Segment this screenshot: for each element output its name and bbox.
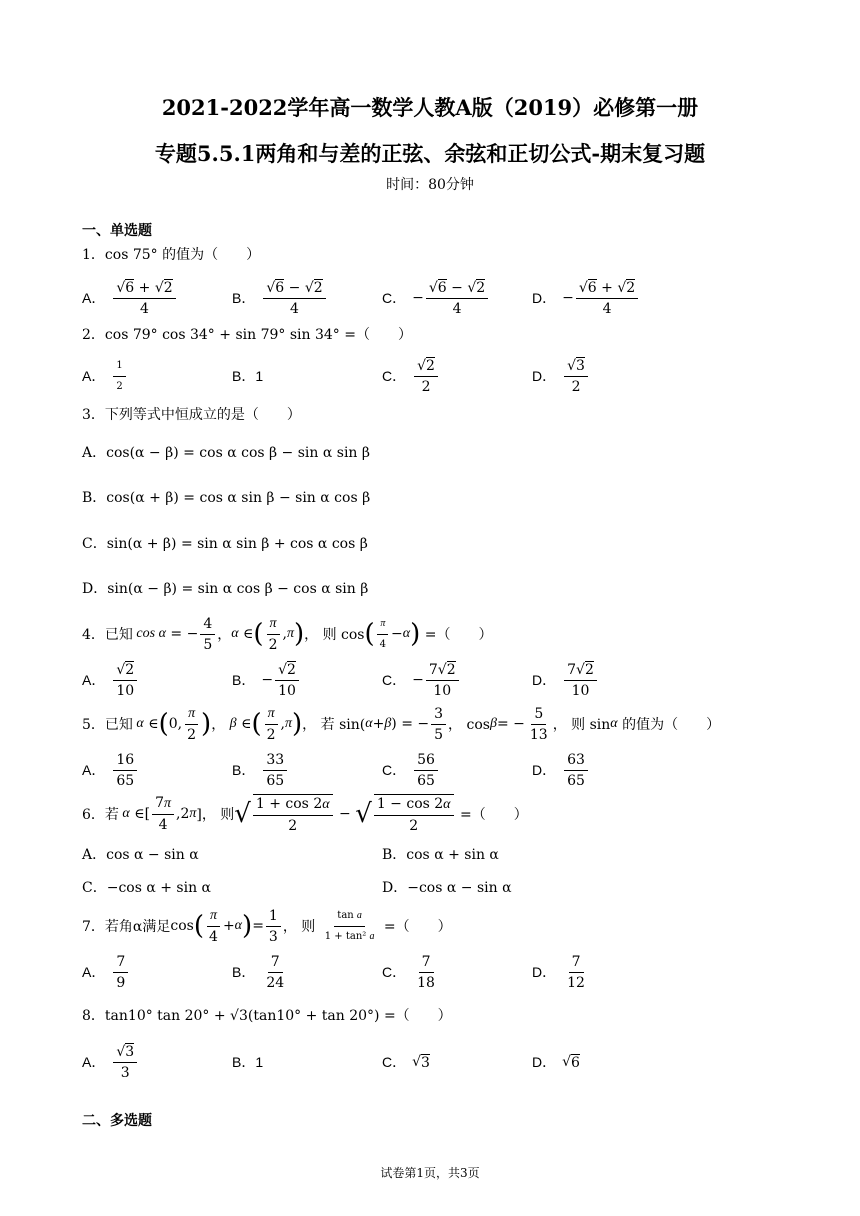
option-b[interactable]: B．cos α + sin α bbox=[382, 847, 499, 863]
document-title: 2021-2022学年高一数学人教A版（2019）必修第一册 bbox=[161, 95, 699, 120]
option-a[interactable]: A． 1 2 bbox=[82, 354, 128, 398]
section-multiple-choice: 二、多选题 bbox=[82, 1113, 152, 1129]
option-c[interactable]: C． 56 65 bbox=[382, 748, 440, 792]
option-c[interactable]: C．−cos α + sin α bbox=[82, 880, 212, 896]
option-c[interactable]: C． √2 2 bbox=[382, 354, 440, 398]
option-a[interactable]: A． √2 10 bbox=[82, 658, 139, 702]
question-6: 6． 若 α ∈[ 7π 4 ,2 π ]， 则 √ 1 + cos 2α 2 − √ 1 − cos 2α 2 =（ ） bbox=[82, 795, 528, 834]
option-a[interactable]: A． √3 3 bbox=[82, 1040, 139, 1084]
question-5: 5． 已知 α ∈ ( 0, π 2 ) ， β ∈ ( π 2 , π ) ， 若 sin( α + β ) = − 3 5 ， cos β = − 5 13 ， 则 sin α 的值为（ ） bbox=[82, 705, 721, 743]
question-8: 8．tan10° tan 20° + √3(tan10° + tan 20°) =（ ） bbox=[82, 1008, 452, 1024]
option-b[interactable]: B． − √2 10 bbox=[232, 658, 301, 702]
option-c[interactable]: C． √ 3 bbox=[382, 1054, 430, 1071]
option-a[interactable]: A． 7 9 bbox=[82, 950, 130, 994]
option-d[interactable]: D． − √6 + √2 4 bbox=[532, 276, 640, 320]
option-c[interactable]: C．sin(α + β) = sin α sin β + cos α cos β bbox=[82, 536, 368, 552]
option-d[interactable]: D． 63 65 bbox=[532, 748, 590, 792]
option-a[interactable]: A． 16 65 bbox=[82, 748, 139, 792]
option-d[interactable]: D． √ 6 bbox=[532, 1054, 580, 1071]
question-5-options bbox=[82, 748, 782, 792]
question-3: 3．下列等式中恒成立的是（ ） bbox=[82, 407, 301, 423]
option-d[interactable]: D．sin(α − β) = sin α cos β − cos α sin β bbox=[82, 581, 369, 597]
section-single-choice: 一、单选题 bbox=[82, 223, 152, 239]
option-b[interactable]: B．1 bbox=[232, 1054, 264, 1070]
question-4-options bbox=[82, 658, 782, 702]
option-d[interactable]: D． √3 2 bbox=[532, 354, 590, 398]
question-2-options bbox=[82, 354, 782, 398]
option-b[interactable]: B． 7 24 bbox=[232, 953, 285, 991]
option-d[interactable]: D．−cos α − sin α bbox=[382, 880, 512, 896]
question-7-options bbox=[82, 950, 782, 994]
page-footer: 试卷第1页，共3页 bbox=[380, 1166, 480, 1180]
document-subtitle: 专题5.5.1两角和与差的正弦、余弦和正切公式-期末复习题 bbox=[154, 141, 706, 166]
option-a[interactable]: A．cos α − sin α bbox=[82, 847, 199, 863]
question-1-options bbox=[82, 276, 782, 320]
option-b[interactable]: B． √6 − √2 4 bbox=[232, 276, 328, 320]
question-7: 7． 若角α满足 cos ( π 4 + α ) = 1 3 ， 则 tan a 1 + tan² a =（ ） bbox=[82, 907, 452, 945]
option-b[interactable]: B．1 bbox=[232, 368, 264, 384]
option-b[interactable]: B．cos(α + β) = cos α sin β − sin α cos β bbox=[82, 490, 371, 506]
option-d[interactable]: D． 7√2 10 bbox=[532, 658, 599, 702]
option-d[interactable]: D． 7 12 bbox=[532, 953, 585, 991]
time-limit: 时间：80分钟 bbox=[386, 177, 474, 193]
question-2: 2．cos 79° cos 34° + sin 79° sin 34° =（ ） bbox=[82, 327, 412, 343]
question-8-options bbox=[82, 1040, 782, 1084]
option-c[interactable]: C． 7 18 bbox=[382, 953, 435, 991]
option-c[interactable]: C． − √6 − √2 4 bbox=[382, 276, 490, 320]
option-a[interactable]: A．cos(α − β) = cos α cos β − sin α sin β bbox=[82, 445, 370, 461]
question-1: 1．cos 75° 的值为（ ） bbox=[82, 247, 261, 263]
option-b[interactable]: B． 33 65 bbox=[232, 748, 289, 792]
option-c[interactable]: C． − 7√2 10 bbox=[382, 658, 461, 702]
question-4: 4． 已知 cos α = − 4 5 ， α ∈ ( π 2 , π ) ， 则 cos ( π 4 − α ) =（ ） bbox=[82, 615, 493, 653]
option-a[interactable]: A． √6 + √2 4 bbox=[82, 276, 178, 320]
